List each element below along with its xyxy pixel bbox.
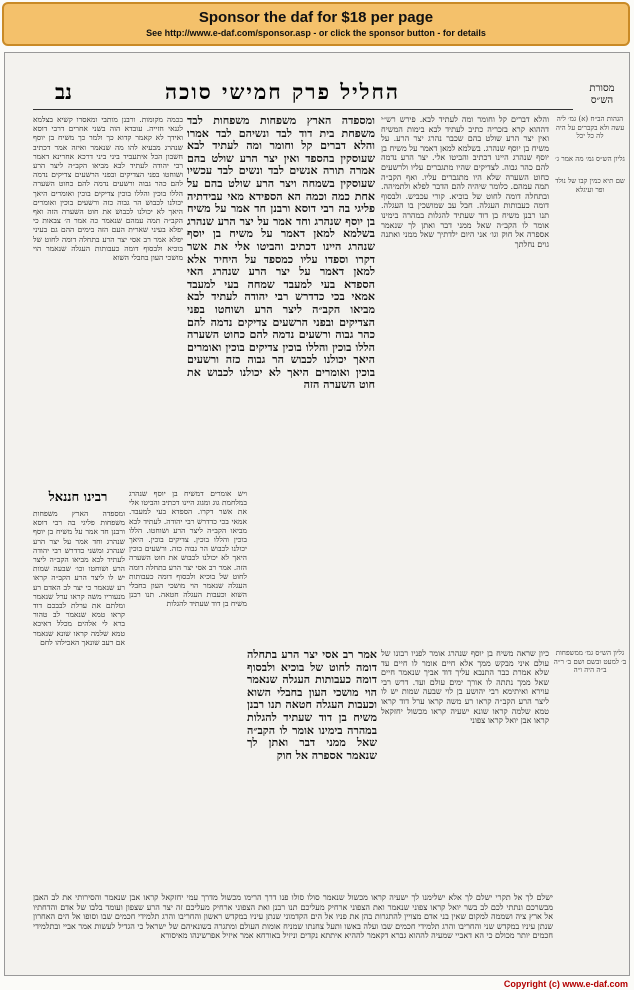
page-number: נב xyxy=(55,79,72,104)
margin-notes xyxy=(553,115,627,645)
sponsor-title[interactable]: Sponsor the daf for $18 per page xyxy=(198,9,434,26)
gemara-column: ומספדה הארץ משפחות משפחות לבד משפחת בית דוד לבד ונשיהם לבד אמרו והלא דברים קל וחומר ומה לעתיד לבא שעוסקין בהספד ואין יצר הרע שולט בהם אמרה תורה אנשים לבד ונשים לבד עכשיו שעוסקין בשמחה ויצר הרע שולט בהם על אחת כמה וכמה הא הספידא מאי עבידתיה פליגי בה רבי דוסא ורבנן חד אמר על משיח בן יוסף שנהרג וחד אמר על יצר הרע שנהרג בשלמא למאן דאמר על משיח בן יוסף שנהרג היינו דכתיב והביטו אלי את אשר דקרו וספדו עליו כמספד על היחיד אלא למאן דאמר על יצר הרע שנהרג האי הספדא בעי למעבד שמחה בעי למעבד אמאי בכי כדדרש רבי יהודה לעתיד לבא מביאו הקב״ה ליצר הרע ושוחטו בפני הצדיקים ובפני הרשעים צדיקים נדמה להם כהר גבוה ורשעים נדמה להם כחוט השערה הללו בוכין והללו בוכין צדיקים בוכין ואומרים היאך יכולנו לכבוש הר גבוה כזה ורשעים בוכין ואומרים היאך לא יכולנו לכבוש את חוט השערה הזה xyxy=(187,115,375,392)
margin-note: הגהות הב״ח (א) גמ׳ ליה עשה ולא בקברים על היה לה כל יכל xyxy=(555,115,625,141)
tosafot-column: והלא דברים קל וחומר ומה לעתיד לבא. פירש רש״י דההוא קרא בזכריה כתיב לעתיד לבא בימות המשיח ואין יצר הרע שולט בהם שכבר נהרג יצר הרע. על משיח בן יוסף שנהרג. בשלמא למאן דאמר על משיח בן יוסף שנהרג היינו דכתיב והביטו אלי. יצר הרע נדמה להם כהר גבוה. לצדיקים שהיו מתגברים עליו ולרשעים כחוט השערה שלא היו מתגברים עליו. ואף הקב״ה תמה עמהם. כלומר שיהיה להם הדבר לפלא ולתמיהה. ובתחלה דומה לחוט של בוכיא. קורי עכביש. ולבסוף דומה כעבותות העגלה. חבל עב שמושכין בו העגלה. תנו רבנן משיח בן דוד שעתיד להגלות במהרה בימינו אומר לו הקב״ה שאל ממני דבר ואתן לך שנאמר אספרה אל חוק וגו׳ אני היום ילדתיך שאל ממני ואתנה גוים נחלתך xyxy=(381,115,549,249)
page-header xyxy=(5,79,629,107)
rabbeinu-chananel-column: ומספדה הארץ משפחות משפחות פליגי בה רבי דוסא ורבנן חד אמר על משיח בן יוסף שנהרג וחד אמר על יצר הרע שנהרג ומשני כדדרש רבי יהודה לעתיד לבא מביאו הקב״ה ליצר הרע ושוחטו וכו׳ שבעה שמות יש לו ליצר הרע הקב״ה קראו רע שנאמר כי יצר לב האדם רע מנעוריו משה קראו ערל שנאמר ומלתם את ערלת לבבכם דוד קראו טמא שנאמר לב טהור ברא לי אלהים מכלל דאיכא טמא שלמה קראו שונא שנאמר אם רעב שונאך האכילהו לחם xyxy=(33,509,125,647)
reference-title: מסורת הש״ס xyxy=(589,83,615,106)
running-title: החליל פרק חמישי סוכה xyxy=(165,79,400,104)
margin-note: גליון הש״ס גמ׳ מה אמר ג׳ xyxy=(555,154,625,163)
sponsor-subtitle[interactable]: See http://www.e-daf.com/sponsor.asp - or click the sponsor button - for details xyxy=(146,28,486,38)
talmud-page xyxy=(4,52,630,976)
header-divider xyxy=(33,109,573,110)
sponsor-banner[interactable] xyxy=(2,2,630,46)
copyright-link[interactable]: Copyright (c) www.e-daf.com xyxy=(503,979,628,989)
rashi-column: בכמה מקומות. ורבנן מותבי ומאסרו קשיא בצלמא לגנאי חזייה. עובדא הוה בשני אחרים דרבי דוסא ואידך לא קאמר קדוא כך ולמר כך משיח בן יוסף שנהרג מבעיא להו מה שנאמר ואיזה אמר דכתיב חשבון הכל איתעביד ביני ביני דרכא אחרינא דאמר רבי יהודה לעתיד לבא מביאו הקב״ה ליצר הרע ושוחטו בפני הצדיקים ובפני הרשעים צדיקים נדמה להם כהר גבוה ורשעים נדמה להם כחוט השערה הללו בוכין והללו בוכין צדיקים בוכין ואומרים היאך יכולנו לכבוש הר גבוה כזה ורשעים בוכין ואומרים היאך לא יכולנו לכבוש את חוט השערה הזה ואף הקב״ה תמה עמהם שנאמר כה אמר ה׳ צבאות כי יפלא בעיני שארית העם הזה בימים ההם גם בעיני יפלא אמר רב אסי יצר הרע בתחלה דומה לחוט של בוכיא ולבסוף דומה כעבותות העגלה שנאמר הוי מושכי העון בחבלי השוא xyxy=(33,115,183,263)
margin-note: שם תיא כמין קבו של נולד ופר ועיגלא xyxy=(555,177,625,194)
rashi-column-lower: ויש אומרים דמשיח בן יוסף שנהרג במלחמת גוג ומגוג היינו דכתיב והביטו אלי את אשר דקרו. הספדא בעי למעבד. אמאי בכי כדדרש רבי יהודה. לעתיד לבא מביאו הקב״ה ליצר הרע ושוחטו. הללו בוכין והללו בוכין. צדיקים בוכין. היאך יכולנו לכבוש הר גבוה כזה. ורשעים בוכין היאך לא יכולנו לכבוש את חוט השערה הזה. אמר רב אסי יצר הרע בתחלה דומה לחוט של בוכיא ולבסוף דומה כעבותות העגלה שנאמר הוי מושכי העון בחבלי השוא וכעבות העגלה חטאה. תנו רבנן משיח בן דוד שעתיד להגלות xyxy=(129,489,247,609)
gemara-column-lower: אמר רב אסי יצר הרע בתחלה דומה לחוט של בוכיא ולבסוף דומה כעבותות העגלה שנאמר הוי מושכי העון בחבלי השוא וכעבות העגלה חטאה תנו רבנן משיח בן דוד שעתיד להגלות במהרה בימינו אומר לו הקב״ה שאל ממני דבר ואתן לך שנאמר אספרה אל חוק xyxy=(247,649,377,762)
bottom-text-block: ישלם לך אל תקרי ישלם לך אלא ישלימנו לך ישעיה קראו מכשול שנאמר סולו סולו פנו דרך הרימו מכשול מדרך עמי יחזקאל קראו אבן שנאמר והסירותי את לב האבן מבשרכם ונתתי לכם לב בשר יואל קראו צפוני שנאמר ואת הצפוני ארחיק מעליכם תנו רבנן ואת הצפוני ארחיק מעליכם זה יצר הרע שצפון ועומד בלבו של אדם והדחתיו אל ארץ ציה ושממה למקום שאין בני אדם מצויין להתגרות בהן את פניו אל הים הקדמוני שנתן עיניו במקדש ראשון והחריבו והרג תלמידי חכמים שבו וסופו אל הים האחרון שנתן עיניו במקדש שני והחריבו והרג תלמידי חכמים שבו ועלה באשו ותעל צחנתו שמניח אומות העולם ומתגרה בשונאיהם של ישראל כי הגדיל לעשות אמר אביי ובתלמידי חכמים יותר מכולם כי הא דאביי שמעיה לההוא גברא דקאמר לההיא איתתא נקדים וניזיל באורחא אמר איזיל אפרשינהו מאיסורא xyxy=(33,893,553,941)
margin-notes-lower: גליון הש״ס גמ׳ ממשפחות ב׳ למעט ובשם ושם ב׳ ר״ה ב״ה היה ו״ה xyxy=(553,649,627,675)
rabbeinu-chananel-title: רבינו חננאל xyxy=(48,490,108,505)
tosafot-column-lower: כיון שראה משיח בן יוסף שנהרג אומר לפניו רבונו של עולם איני מבקש ממך אלא חיים אומר לו חיים עד שלא אמרת כבר התנבא עליך דוד אביך שנאמר חיים שאל ממך נתתה לו אורך ימים עולם ועד. דרש רבי עוירא ואיתימא רבי יהושע בן לוי שבעה שמות יש לו ליצר הרע הקב״ה קראו רע משה קראו ערל דוד קראו טמא שלמה קראו שונא ישעיה קראו מכשול יחזקאל קראו אבן יואל קראו צפוני xyxy=(381,649,549,726)
